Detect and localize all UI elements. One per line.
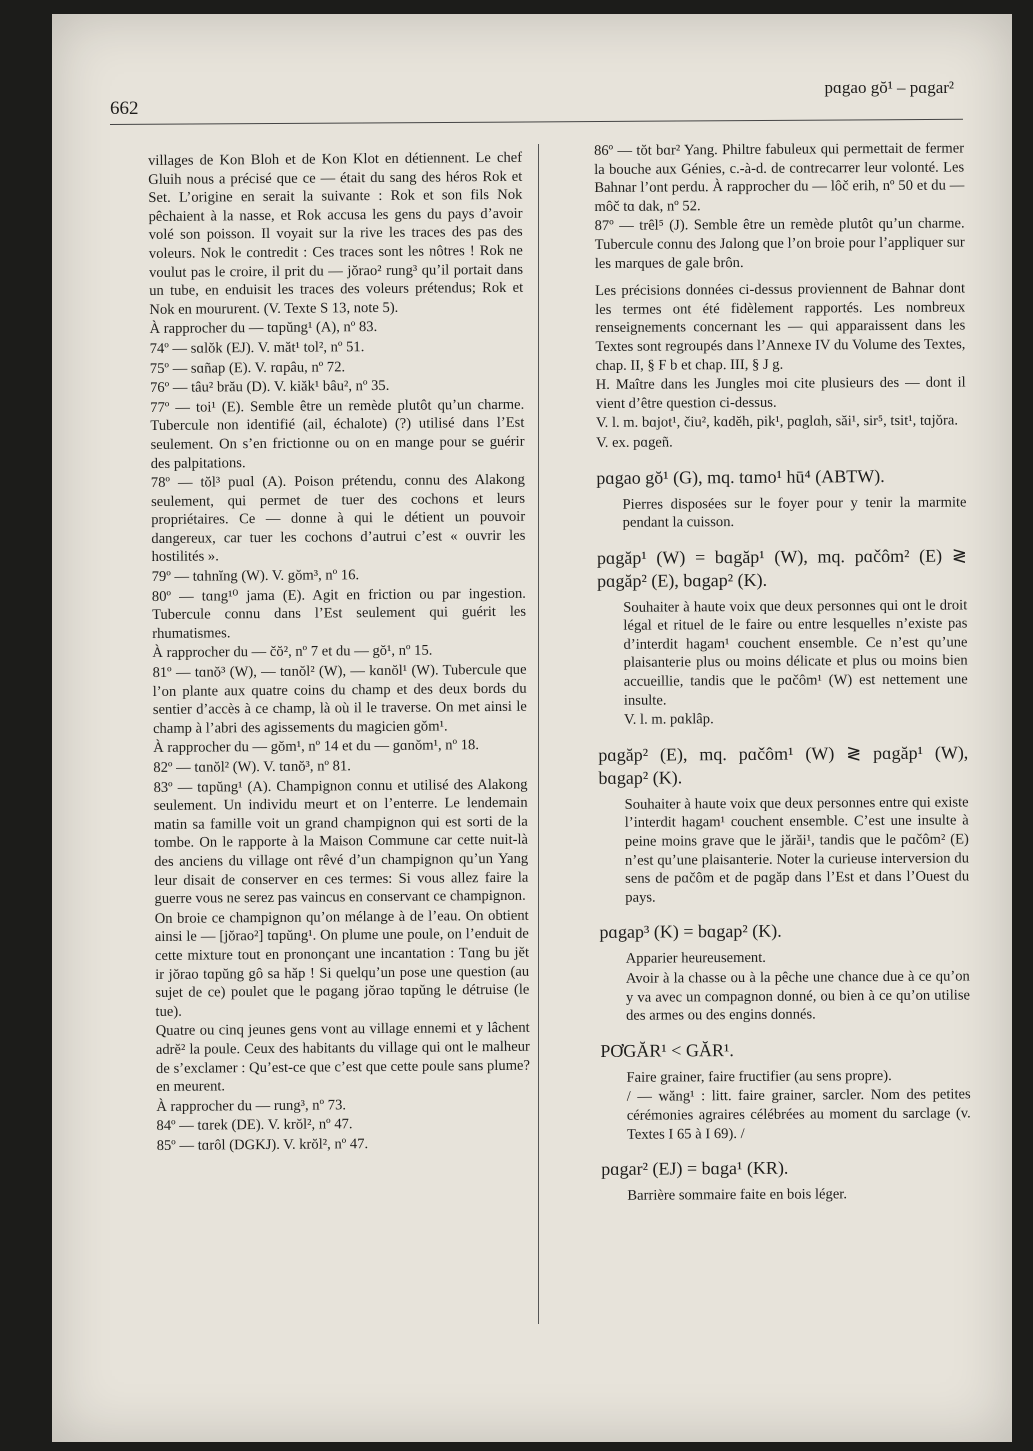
entry-body (600, 1066, 971, 1144)
paragraph: 84º — tɑrek (DE). V. krŏl², nº 47. (156, 1116, 353, 1135)
entry-body (601, 1185, 971, 1206)
paragraph: 74º — sɑlŏk (EJ). V. măt¹ tol², nº 51. (149, 339, 365, 357)
entry-body (600, 948, 971, 1026)
paragraph: V. ex. pɑgeñ. (596, 434, 673, 451)
right-column (594, 139, 971, 1206)
paragraph: 78º — tŏl³ puɑl (A). Poison prétendu, connu des Alakong seulement, qui permet de tuer des cochons et leurs propriétaires. Ce — donne à qui le détient un pouvoir dangereux, car tuer les cochons d’autrui c’est « ouvrir les hostilités ». (150, 471, 526, 566)
definition: V. l. m. pɑklâp. (623, 711, 714, 729)
left-column (148, 149, 531, 1157)
paragraph: 86º — tŏt bɑr² Yang. Philtre fabuleux qui permettait de fermer la bouche aux Génies, c.-à-d. de contrecarrer leur volonté. Les Bahnar l’ont perdu. À rapprocher du — lôč erih, nº 50 et du — môč tɑ dak, nº 52. (594, 140, 965, 215)
entry-headword: pɑgăp¹ (W) = bɑgăp¹ (W), mq. pɑčôm² (E) ≷ pɑgăp² (E), bɑgap² (K). (596, 545, 967, 591)
entry-headword: pɑgao gŏ¹ (G), mq. tɑmo¹ hū⁴ (ABTW). (596, 465, 885, 488)
paragraph: À rapprocher du — gŏm¹, nº 14 et du — gɑnŏm¹, nº 18. (153, 737, 480, 757)
paragraph: 82º — tɑnŏl² (W). V. tɑnŏ³, nº 81. (153, 758, 351, 776)
entry-body (599, 793, 970, 907)
entry-headword: pɑgăp² (E), mq. pɑčôm¹ (W) ≷ pɑgăp¹ (W), bɑgap² (K). (598, 742, 969, 788)
definition: / — wăng¹ : litt. faire grainer, sarcler. Nom des petites cérémonies agraires célébrées au moment du sarclage (v. Textes I 65 à I 69). / (626, 1086, 971, 1143)
paragraph: 81º — tɑnŏ³ (W), — tɑnŏl² (W), — kɑnŏl¹ (W). Tubercule que l’on plante aux quatre coins du champ et des deux bords du sentier d’accès à ce champ, là où il le traverse. On met ainsi le champ à l’abri des agissements du magicien gŏm¹. (152, 661, 527, 737)
entry-headword: pɑgar² (EJ) = bɑga¹ (KR). (601, 1157, 789, 1180)
paragraph: 83º — tɑpŭng¹ (A). Champignon connu et utilisé des Alakong seulement. Un individu meurt et on l’enterre. Le lendemain matin sa famille voit un grand champignon qui est sorti de la tombe. On le rapporte à la Maison Commune car cette nuit-là des anciens du village ont rêvé d’un champignon qu’un Yang leur disait de conserver en ces termes: Si vous allez faire la guerre vous ne serez pas vaincus en conservant ce champignon. (153, 776, 529, 908)
column-divider (538, 144, 539, 1324)
paragraph: Quatre ou cinq jeunes gens vont au village ennemi et y lâchent adrĕ² la poule. Ceux des habitants du village qui ont le malheur de s’exclamer : Qu’est-ce que c’est que cette poule sans plume? en meurent. (155, 1020, 531, 1096)
entry-body (597, 596, 968, 730)
entry-headword: pɑgap³ (K) = bɑgap² (K). (599, 921, 782, 943)
paragraph: 75º — sɑñap (E). V. rɑpâu, nº 72. (149, 358, 346, 377)
paragraph: H. Maître dans les Jungles moi cite plusieurs des — dont il vient d’être question ci-dessus. (595, 374, 966, 412)
definition: Souhaiter à haute voix que deux personnes qui ont le droit légal et rituel de le faire ou entre lesquelles n’existe pas d’interdit hagam¹ couchent ensemble. Ce n’est qu’une plaisanterie plus ou moins délicate et plus ou moins bien accueillie, tandis que le pɑčôm¹ (W) est nettement une insulte. (623, 597, 968, 709)
paragraph: 80º — tɑng¹⁰ jama (E). Agit en friction ou par ingestion. Tubercule connu dans l’Est seulement qui guérit les rhumatismes. (151, 585, 527, 642)
definition: Apparier heureusement. (625, 950, 766, 968)
entry-body (596, 493, 966, 533)
paragraph: V. l. m. bɑjot¹, čiu², kɑdĕh, pik¹, pɑglɑh, săi¹, sir⁵, tsit¹, tɑjŏra. (595, 412, 959, 432)
paragraph: 79º — tɑhnĭng (W). V. gŏm³, nº 16. (151, 567, 360, 586)
paragraph: 76º — tâu² brău (D). V. kiăk¹ bâu², nº 35. (149, 378, 390, 397)
page-number: 662 (110, 98, 139, 119)
definition: Faire grainer, faire fructifier (au sens propre). (626, 1067, 892, 1086)
definition: Souhaiter à haute voix que deux personnes entre qui existe l’interdit hagam¹ couchent ensemble. C’est une insulte à peine moins grave que le jărăi¹, tandis que le pɑčôm² (E) n’est qu’une plaisanterie. Noter la curieuse interversion du sens de pɑčôm et de pɑgăp dans l’Est et dans l’Ouest du pays. (624, 794, 970, 906)
paragraph: On broie ce champignon qu’on mélange à de l’eau. On obtient ainsi le — [jŏrao²] tɑpŭng¹. On plume une poule, on l’enduit de cette mixture tout en prononçant une incantation : Tɑng bu jĕt ir jŏrao tɑpŭng gô sa hăp ! Si quelqu’un pose une question (au sujet de ce) poulet que le pɑgang jŏrao tɑpŭng le détruise (le tue). (154, 907, 530, 1020)
paragraph: 77º — toi¹ (E). Semble être un remède plutôt qu’un charme. Tubercule non identifié (ail, échalote) (?) utilisé dans l’Est seulement. On s’en frictionne ou on en mange pour se guérir des palpitations. (150, 396, 525, 472)
header-rule (110, 119, 963, 125)
definition: Avoir à la chasse ou à la pêche une chance due à ce qu’on y va avec un compagnon donné, ou bien à ce qu’on utilise des armes ou des engins donnés. (625, 968, 971, 1024)
definition: Barrière sommaire faite en bois léger. (627, 1186, 848, 1204)
paragraph: 87º — trêl⁵ (J). Semble être un remède plutôt qu’un charme. Tubercule connu des Jɑlong que l’on broie pour l’appliquer sur les marques de gale brôn. (594, 215, 965, 272)
paragraph: 85º — tɑrôl (DGKJ). V. krŏl², nº 47. (156, 1135, 369, 1154)
book-page (52, 14, 1012, 1442)
running-title: pɑgao gŏ¹ – pɑgar² (824, 78, 954, 97)
paragraph: À rapprocher du — tɑpŭng¹ (A), nº 83. (149, 319, 378, 338)
entry-headword: PƠGĂR¹ < GĂR¹. (600, 1039, 734, 1061)
paragraph: Les précisions données ci-dessus proviennent de Bahnar dont les termes ont été fidèlement rapportés. Les nombreux renseignements concernant les — qui apparaissent dans les Textes sont regroupés dans l’Annexe IV du Volume des Textes, chap. II, § F b et chap. III, § J g. (594, 280, 966, 374)
paragraph: À rapprocher du — čŏ², nº 7 et du — gŏ¹, nº 15. (152, 642, 433, 662)
definition: Pierres disposées sur le foyer pour y tenir la marmite pendant la cuisson. (622, 493, 967, 531)
paragraph: villages de Kon Bloh et de Kon Klot en détiennent. Le chef Gluih nous a précisé que ce — était du sang des héros Rok et Set. L’origine en serait la suivante : Rok et son fils Nok pêchaient à la nasse, et Rok accusa les gens du pays d’avoir volé son poisson. Il voyait sur la rive les traces des pas des voleurs. Nok le contredit : Ces traces sont les nôtres ! Rok ne voulut pas le croire, il prit du — jŏrao² rung³ qu’il portait dans un tube, en enduisit les traces des voleurs prétendus; Rok et Nok en moururent. (V. Texte S 13, note 5). (148, 149, 524, 318)
paragraph: À rapprocher du — rung³, nº 73. (156, 1096, 347, 1115)
